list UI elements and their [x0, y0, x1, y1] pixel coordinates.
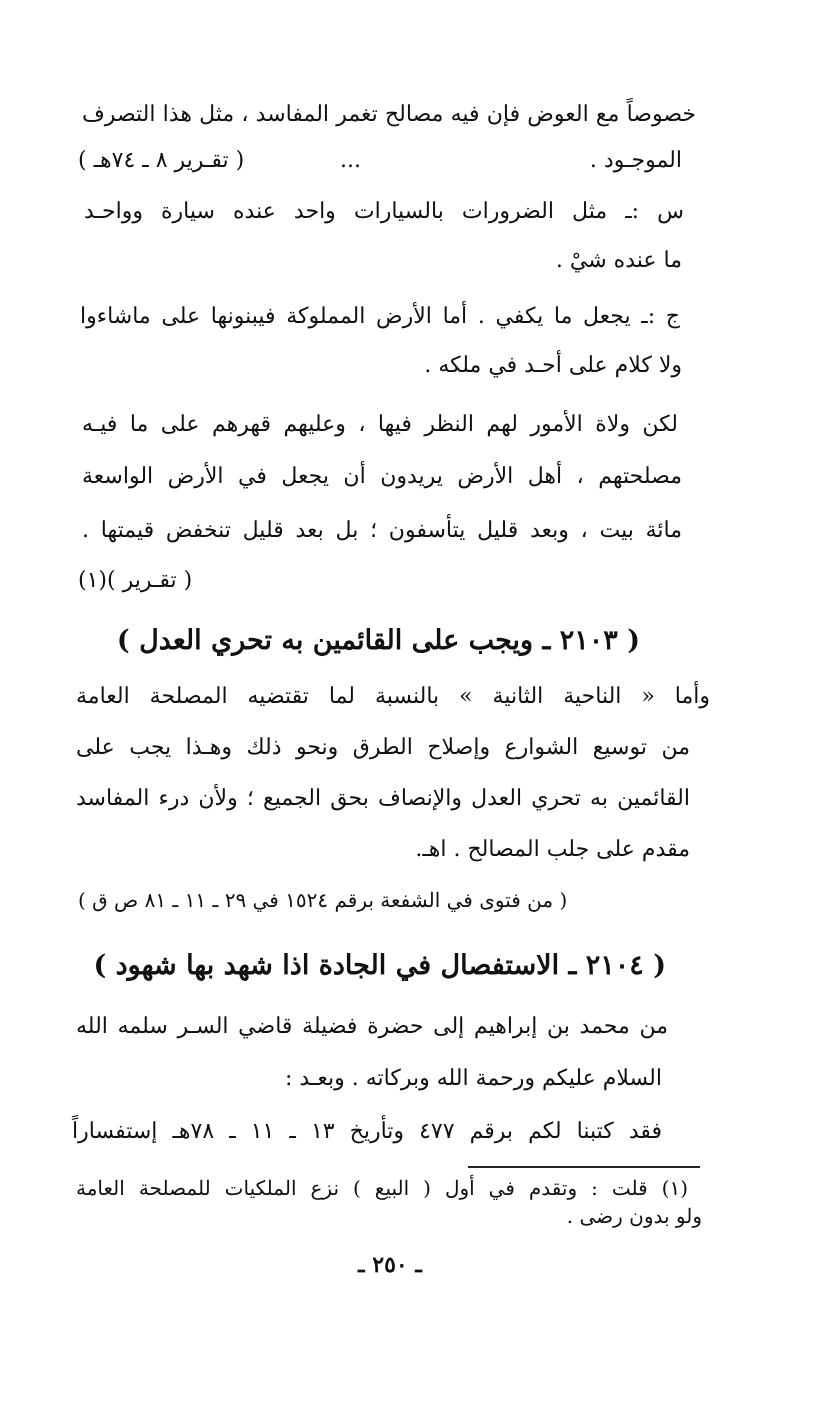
ellipsis: ...	[340, 148, 361, 173]
paragraph-line: الموجـود .	[589, 148, 682, 173]
letter-line: من محمد بن إبراهيم إلى حضرة فضيلة قاضي السـر سلمه الله	[76, 1014, 668, 1039]
paragraph-line: لكن ولاة الأمور لهم النظر فيها ، وعليهم قهرهم على ما فيـه	[82, 412, 678, 437]
paragraph-line: مقدم على جلب المصالح . اهـ.	[415, 837, 690, 862]
reference-note: ( من فتوى في الشفعة برقم ١٥٢٤ في ٢٩ ـ ١١ ـ ٨١ ص ق )	[78, 888, 568, 912]
letter-line: السلام عليكم ورحمة الله وبركاته . وبعـد :	[285, 1066, 662, 1091]
footnote-line: (١) قلت : وتقدم في أول ( البيع ) نزع الملكيات للمصلحة العامة	[76, 1176, 688, 1200]
paragraph-line: من توسيع الشوارع وإصلاح الطرق ونحو ذلك وهـذا يجب على	[76, 735, 690, 760]
question-line: ما عنده شيْ .	[555, 248, 682, 273]
reference-note: ( تقـرير )(١)	[78, 568, 193, 593]
section-heading: ( ٢١٠٤ ـ الاستفصال في الجادة اذا شهد بها شهود )	[93, 950, 666, 981]
footnote-divider	[468, 1166, 700, 1168]
reference-note: ( تقـرير ٨ ـ ٧٤هـ )	[78, 148, 245, 173]
letter-line: فقد كتبنا لكم برقم ٤٧٧ وتأريخ ١٣ ـ ١١ ـ ٧٨هـ إستفساراً	[72, 1119, 663, 1144]
answer-line: ج :ـ يجعل ما يكفي . أما الأرض المملوكة فيبنونها على ماشاءوا	[80, 304, 680, 329]
paragraph-line: مصلحتهم ، أهل الأرض يريدون أن يجعل في الأرض الواسعة	[82, 464, 682, 489]
answer-line: ولا كلام على أحـد في ملكه .	[424, 353, 682, 378]
page-number: ـ ٢٥٠ ـ	[358, 1252, 422, 1278]
section-heading: ( ٢١٠٣ ـ ويجب على القائمين به تحري العدل )	[116, 625, 640, 656]
paragraph-line: خصوصاً مع العوض فإن فيه مصالح تغمر المفاسد ، مثل هذا التصرف	[82, 102, 696, 127]
question-line: س :ـ مثل الضرورات بالسيارات واحد عنده سيارة وواحـد	[84, 199, 684, 224]
footnote-line: ولو بدون رضى .	[566, 1204, 702, 1228]
paragraph-line: مائة بيت ، وبعد قليل يتأسفون ؛ بل بعد قليل تنخفض قيمتها .	[82, 518, 682, 543]
paragraph-line: القائمين به تحري العدل والإنصاف بحق الجميع ؛ ولأن درء المفاسد	[76, 786, 690, 811]
paragraph-line: وأما « الناحية الثانية » بالنسبة لما تقتضيه المصلحة العامة	[76, 684, 710, 709]
